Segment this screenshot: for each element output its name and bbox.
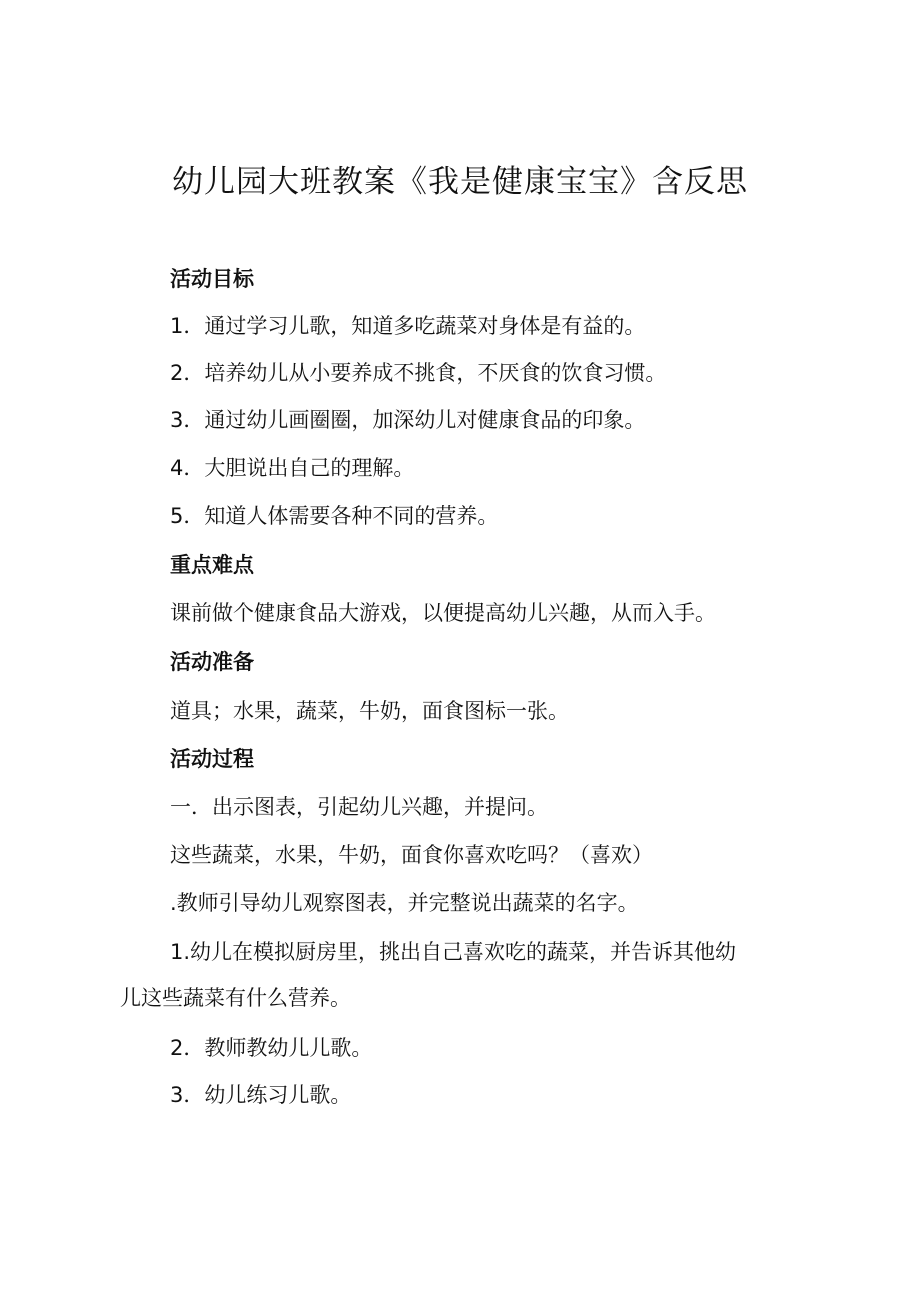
- process-line-5: 2．教师教幼儿儿歌。: [170, 1036, 373, 1060]
- goal-item-1: 1．通过学习儿歌，知道多吃蔬菜对身体是有益的。: [170, 314, 646, 338]
- goal-item-3: 3．通过幼儿画圈圈，加深幼儿对健康食品的印象。: [170, 408, 646, 432]
- process-line-6: 3．幼儿练习儿歌。: [170, 1083, 352, 1107]
- document-title: 幼儿园大班教案《我是健康宝宝》含反思: [172, 164, 748, 200]
- preparation-text: 道具；水果，蔬菜，牛奶，面食图标一张。: [170, 699, 569, 723]
- process-line-1: 一．出示图表，引起幼儿兴趣，并提问。: [170, 795, 548, 819]
- section-heading-process: 活动过程: [170, 747, 254, 771]
- goal-item-2: 2．培养幼儿从小要养成不挑食，不厌食的饮食习惯。: [170, 361, 667, 385]
- goal-item-4: 4．大胆说出自己的理解。: [170, 456, 415, 480]
- process-line-4-continued: 儿这些蔬菜有什么营养。: [120, 986, 351, 1010]
- process-line-4: 1.幼儿在模拟厨房里，挑出自己喜欢吃的蔬菜，并告诉其他幼: [170, 940, 737, 964]
- process-line-3: .教师引导幼儿观察图表，并完整说出蔬菜的名字。: [170, 891, 639, 915]
- section-heading-key-points: 重点难点: [170, 553, 254, 577]
- goal-item-5: 5．知道人体需要各种不同的营养。: [170, 504, 499, 528]
- section-heading-goals: 活动目标: [170, 267, 254, 291]
- process-line-2: 这些蔬菜，水果，牛奶，面食你喜欢吃吗？（喜欢）: [170, 843, 653, 867]
- section-heading-preparation: 活动准备: [170, 650, 254, 674]
- key-points-text: 课前做个健康食品大游戏，以便提高幼儿兴趣，从而入手。: [170, 601, 716, 625]
